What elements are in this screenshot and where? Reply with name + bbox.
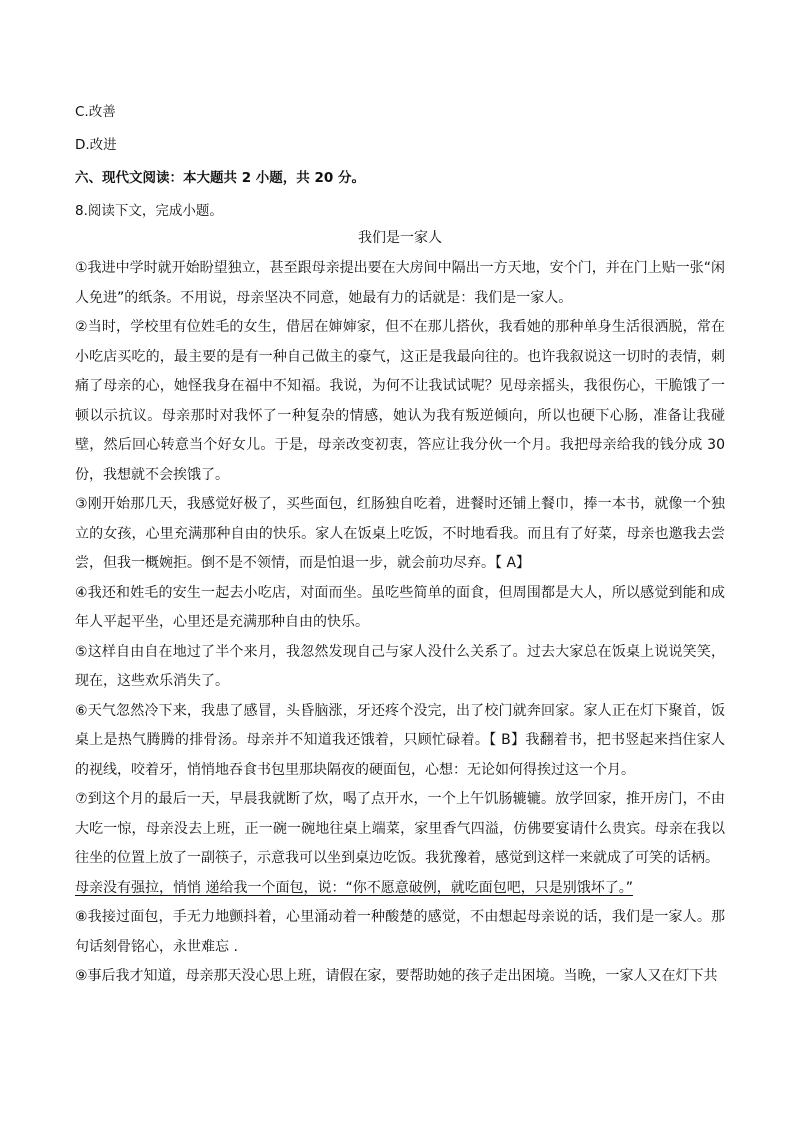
paragraph-8: ⑧我接过面包，手无力地颤抖着，心里涌动着一种酸楚的感觉，不由想起母亲说的话，我们是一家人。那句话刻骨铭心，永世难忘 . bbox=[75, 909, 725, 955]
paragraph-5: ⑤这样自由自在地过了半个来月，我忽然发现自己与家人没什么关系了。过去大家总在饭桌上说说笑笑，现在，这些欢乐消失了。 bbox=[75, 643, 725, 689]
option-c: C.改善 bbox=[75, 104, 116, 120]
paragraph-2: ②当时，学校里有位姓毛的女生，借居在婶婶家，但不在那儿搭伙，我看她的那种单身生活很洒脱，常在小吃店买吃的，最主要的是有一种自己做主的豪气，这正是我最向往的。也许我叙说这一切时的表情，刺痛了母亲的心，她怪我身在福中不知福。我说，为何不让我试试呢？见母亲摇头，我很伤心，干脆饿了一顿以示抗议。母亲那时对我怀了一种复杂的情感，她认为我有叛逆倾向，所以也硬下心肠，准备让我碰壁，然后回心转意当个好女儿。于是，母亲改变初衷，答应让我分伙一个月。我把母亲给我的钱分成 30 份，我想就不会挨饿了。 bbox=[75, 319, 725, 483]
paragraph-6: ⑥天气忽然冷下来，我患了感冒，头昏脑涨，牙还疼个没完，出了校门就奔回家。家人正在灯下聚首，饭桌上是热气腾腾的排骨汤。母亲并不知道我还饿着，只顾忙碌着。【 B】我翻着书，把书竖起来挡住家人的视线，咬着牙，悄悄地吞食书包里那块隔夜的硬面包，心想：无论如何得挨过这一个月。 bbox=[75, 702, 725, 778]
section-heading: 六、现代文阅读：本大题共 2 小题，共 20 分。 bbox=[75, 170, 365, 186]
paragraph-7: ⑦到这个月的最后一天，早晨我就断了炊，喝了点开水，一个上午饥肠辘辘。放学回家，推开房门，不由大吃一惊，母亲没去上班，正一碗一碗地往桌上端菜，家里香气四溢，仿佛要宴请什么贵宾。母亲在我以往坐的位置上放了一副筷子，示意我可以坐到桌边吃饭。我犹豫着，感觉到这样一来就成了可笑的话柄。 bbox=[75, 791, 725, 866]
page-content bbox=[75, 103, 725, 992]
underlined-sentence: 母亲没有强拉，悄悄 递给我一个面包，说：“你不愿意破例，就吃面包吧，只是别饿坏了。” bbox=[75, 879, 633, 896]
question-prompt: 8.阅读下文，完成小题。 bbox=[75, 203, 223, 219]
paragraph-3: ③刚开始那几天，我感觉好极了，买些面包，红肠独自吃着，进餐时还铺上餐巾，捧一本书，就像一个独立的女孩，心里充满那种自由的快乐。家人在饭桌上吃饭，不时地看我。而且有了好菜，母亲也邀我去尝尝，但我一概婉拒。倒不是不领情，而是怕退一步，就会前功尽弃。【 A】 bbox=[75, 496, 725, 571]
option-d: D.改进 bbox=[75, 137, 117, 153]
paragraph-1: ①我进中学时就开始盼望独立，甚至跟母亲提出要在大房间中隔出一方天地，安个门，并在门上贴一张“闲人免进”的纸条。不用说，母亲坚决不同意，她最有力的话就是：我们是一家人。 bbox=[75, 260, 725, 306]
paragraph-9: ⑨事后我才知道，母亲那天没心思上班，请假在家，要帮助她的孩子走出困境。当晚，一家人又在灯下共 bbox=[75, 968, 718, 984]
article-title: 我们是一家人 bbox=[358, 230, 442, 246]
paragraph-4: ④我还和姓毛的安生一起去小吃店，对面而坐。虽吃些简单的面食，但周围都是大人，所以感觉到能和成年人平起平坐，心里还是充满那种自由的快乐。 bbox=[75, 584, 725, 630]
